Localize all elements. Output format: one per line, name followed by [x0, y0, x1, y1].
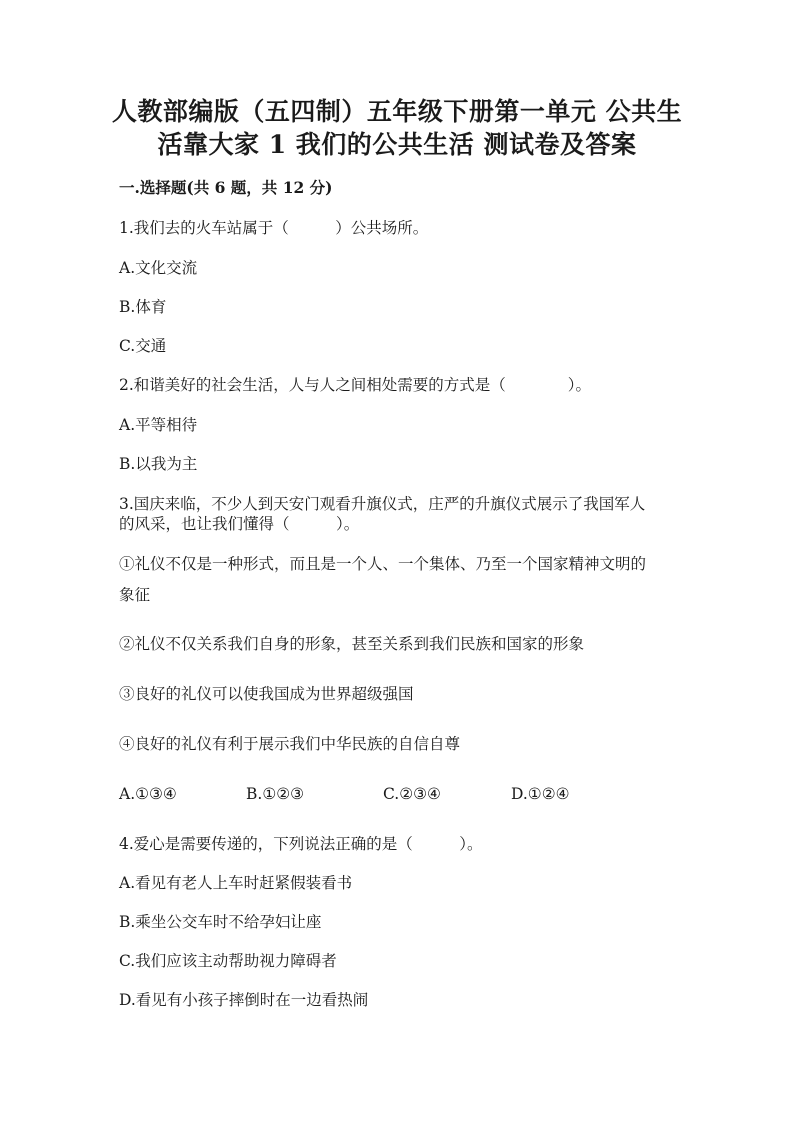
question-3-option-a: A.①③④ — [119, 785, 177, 803]
question-4-option-d: D.看见有小孩子摔倒时在一边看热闹 — [119, 991, 369, 1009]
question-2-stem: 2.和谐美好的社会生活，人与人之间相处需要的方式是（ ）。 — [119, 376, 592, 394]
exam-title-line2: 活靠大家 1 我们的公共生活 测试卷及答案 — [157, 130, 637, 159]
question-3-statement-2: ②礼仪不仅关系我们自身的形象，甚至关系到我们民族和国家的形象 — [119, 635, 585, 653]
question-1-stem: 1.我们去的火车站属于（ ）公共场所。 — [119, 219, 429, 237]
question-2-option-b: B.以我为主 — [119, 455, 198, 473]
exam-title-line1: 人教部编版（五四制）五年级下册第一单元 公共生 — [111, 97, 683, 126]
question-3-option-c: C.②③④ — [383, 785, 441, 803]
question-3-option-d: D.①②④ — [511, 785, 570, 803]
question-4-option-c: C.我们应该主动帮助视力障碍者 — [119, 952, 337, 970]
question-4-option-a: A.看见有老人上车时赶紧假装看书 — [119, 874, 353, 892]
question-3-statement-4: ④良好的礼仪有利于展示我们中华民族的自信自尊 — [119, 735, 461, 753]
question-3-stem-line2: 的风采，也让我们懂得（ ）。 — [119, 515, 360, 533]
question-4-option-b: B.乘坐公交车时不给孕妇让座 — [119, 913, 322, 931]
question-3-statement-1-cont: 象征 — [119, 586, 151, 604]
question-3-option-b: B.①②③ — [246, 785, 305, 803]
question-1-option-a: A.文化交流 — [119, 259, 198, 277]
question-2-option-a: A.平等相待 — [119, 416, 198, 434]
question-3-statement-3: ③良好的礼仪可以使我国成为世界超级强国 — [119, 685, 414, 703]
question-3-statement-1: ①礼仪不仅是一种形式，而且是一个人、一个集体、乃至一个国家精神文明的 — [119, 555, 647, 573]
question-3-stem-line1: 3.国庆来临，不少人到天安门观看升旗仪式，庄严的升旗仪式展示了我国军人 — [119, 495, 646, 513]
question-1-option-b: B.体育 — [119, 298, 167, 316]
section-heading: 一.选择题(共 6 题，共 12 分) — [119, 178, 333, 197]
question-1-option-c: C.交通 — [119, 337, 167, 355]
question-4-stem: 4.爱心是需要传递的，下列说法正确的是（ ）。 — [119, 835, 483, 853]
